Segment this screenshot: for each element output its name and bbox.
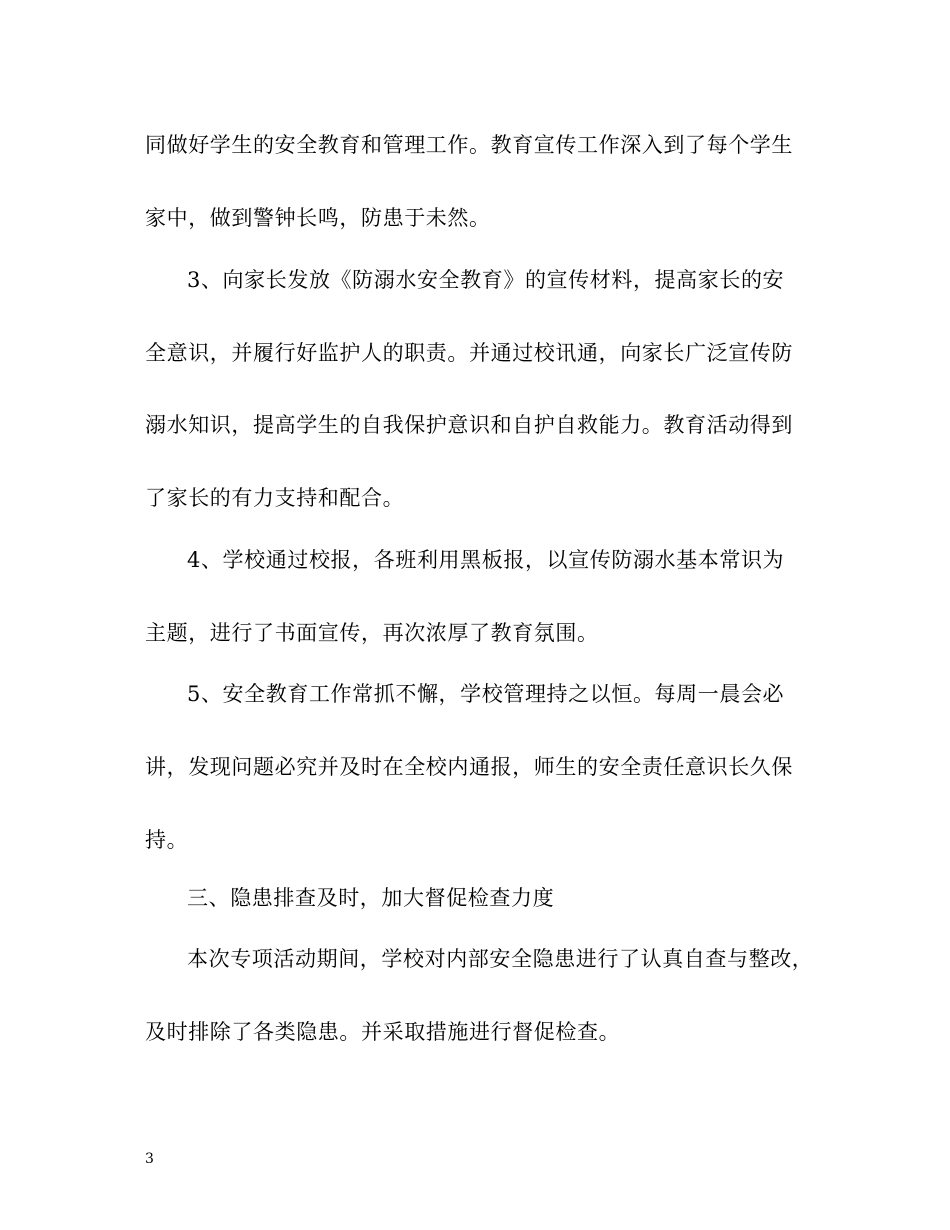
text-line: 了家长的有力支持和配合。 [145,486,405,510]
text-line: 家中，做到警钟长鸣，防患于未然。 [145,206,491,230]
paragraph-start-line: 3、向家长发放《防溺水安全教育》的宣传材料，提高家长的安 [187,268,785,292]
text-line: 溺水知识，提高学生的自我保护意识和自护自救能力。教育活动得到 [145,413,793,437]
page-number: 3 [145,1151,154,1167]
text-line: 讲，发现问题必究并及时在全校内通报，师生的安全责任意识长久保 [145,755,793,779]
text-line: 全意识，并履行好监护人的职责。并通过校讯通，向家长广泛宣传防 [145,341,793,365]
paragraph-start-line: 本次专项活动期间，学校对内部安全隐患进行了认真自查与整改， [187,947,814,971]
text-line: 持。 [145,828,189,852]
text-line: 主题，进行了书面宣传，再次浓厚了教育氛围。 [145,621,599,645]
section-heading: 三、隐患排查及时，加大督促检查力度 [187,886,555,910]
text-line: 同做好学生的安全教育和管理工作。教育宣传工作深入到了每个学生 [145,133,793,157]
text-line: 及时排除了各类隐患。并采取措施进行督促检查。 [145,1020,621,1044]
paragraph-start-line: 4、学校通过校报，各班利用黑板报，以宣传防溺水基本常识为 [187,548,785,572]
paragraph-start-line: 5、安全教育工作常抓不懈，学校管理持之以恒。每周一晨会必 [187,682,785,706]
